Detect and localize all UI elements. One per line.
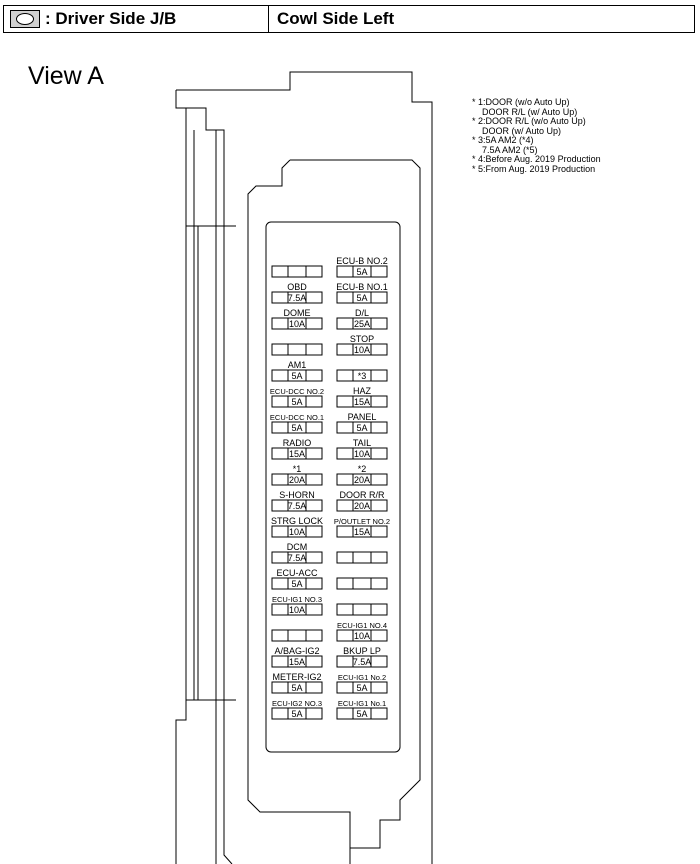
fuse-amperage-label: 20A xyxy=(353,475,371,485)
footnote-line: * 2:DOOR R/L (w/o Auto Up) xyxy=(472,116,586,126)
fuse-name-label: ECU-ACC xyxy=(276,568,318,578)
fuse-amperage-label: 7.5A xyxy=(287,501,307,511)
fuse-name-label: BKUP LP xyxy=(343,646,381,656)
fuse-name-label: ECU-B NO.1 xyxy=(336,282,388,292)
fuse-amperage-label: 5A xyxy=(356,293,368,303)
fuse-name-label: A/BAG-IG2 xyxy=(274,646,320,656)
fuse-slot xyxy=(272,464,322,485)
footnote-line: 7.5A AM2 (*5) xyxy=(472,144,538,155)
fuse-amperage-label: 10A xyxy=(288,605,306,615)
footnote-line: * 3:5A AM2 (*4) xyxy=(472,135,534,145)
fuse-amperage-label: 25A xyxy=(353,319,371,329)
fuse-name-label: METER-IG2 xyxy=(272,672,322,682)
fuse-name-label: D/L xyxy=(354,308,370,318)
fuse-slot xyxy=(272,266,322,277)
fuse-slot xyxy=(271,516,323,537)
fuse-name-label: PANEL xyxy=(347,412,377,422)
fuse-slot xyxy=(337,386,387,407)
fuse-slot xyxy=(272,438,322,459)
fuse-slot xyxy=(337,412,387,433)
fuse-slot xyxy=(337,578,387,589)
fuse-slot xyxy=(337,673,387,693)
fuse-slot xyxy=(337,308,387,329)
fuse-name-label: P/OUTLET NO.2 xyxy=(333,517,391,526)
fuse-amperage-label: 15A xyxy=(288,657,306,667)
fuse-amperage-label: 10A xyxy=(288,527,306,537)
location-title: Cowl Side Left xyxy=(277,9,395,28)
fuse-amperage-label: 15A xyxy=(353,527,371,537)
fuse-slot xyxy=(272,542,322,563)
housing-outline xyxy=(176,90,186,864)
fuse-slot xyxy=(272,490,322,511)
fuse-amperage-label: 5A xyxy=(356,709,368,719)
fuse-amperage-label: 15A xyxy=(353,397,371,407)
fuse-name-label: ECU-DCC NO.1 xyxy=(269,413,325,422)
fuse-name-label: TAIL xyxy=(352,438,372,448)
fuse-name-label: DCM xyxy=(286,542,308,552)
fuse-name-label: ECU-IG2 NO.3 xyxy=(271,699,323,708)
view-label: View A xyxy=(28,62,104,90)
fuse-amperage-label: 7.5A xyxy=(287,553,307,563)
fuse-name-label: STOP xyxy=(349,334,375,344)
fuse-slot xyxy=(337,552,387,563)
fuse-name-label: ECU-IG1 No.2 xyxy=(337,673,387,682)
fuse-slot xyxy=(270,387,324,407)
fuse-slot xyxy=(337,646,387,667)
fuse-amperage-label: 15A xyxy=(288,449,306,459)
fuse-name-label: *2 xyxy=(357,464,367,474)
fuse-name-label: *1 xyxy=(292,464,302,474)
housing-top-edge xyxy=(176,72,432,864)
fuse-slot xyxy=(272,308,322,329)
fuse-amperage-label: 20A xyxy=(353,501,371,511)
fuse-box xyxy=(337,552,387,563)
fuse-slot xyxy=(272,699,322,719)
fuse-amperage-label: 5A xyxy=(356,683,368,693)
fuse-slot xyxy=(337,490,387,511)
fuse-box xyxy=(272,344,322,355)
junction-block-title: : Driver Side J/B xyxy=(45,9,177,28)
fuse-name-label: ECU-IG1 NO.3 xyxy=(271,595,323,604)
footnote-line: * 5:From Aug. 2019 Production xyxy=(472,163,596,174)
fuse-box xyxy=(337,578,387,589)
fuse-name-label: S-HORN xyxy=(279,490,315,500)
fuse-slot xyxy=(272,630,322,641)
footnote-line: DOOR R/L (w/ Auto Up) xyxy=(472,106,578,117)
fuse-name-label: ECU-IG1 NO.4 xyxy=(336,621,388,630)
fuse-name-label: ECU-B NO.2 xyxy=(336,256,388,266)
fuse-name-label: ECU-IG1 No.1 xyxy=(337,699,387,708)
fuse-box xyxy=(272,630,322,641)
fuse-slot xyxy=(337,699,387,719)
fuse-slot xyxy=(336,256,388,277)
inner-frame xyxy=(186,108,216,864)
fuse-name-label: HAZ xyxy=(353,386,371,396)
fuse-slot xyxy=(272,672,322,693)
footnote-line: * 1:DOOR (w/o Auto Up) xyxy=(472,97,570,107)
fuse-amperage-label: 10A xyxy=(288,319,306,329)
fuse-name-label: DOME xyxy=(283,308,311,318)
fuse-slot xyxy=(272,360,322,381)
fuse-name-label: ECU-DCC NO.2 xyxy=(269,387,325,396)
fuse-amperage-label: 10A xyxy=(353,631,371,641)
fuse-name-label: RADIO xyxy=(282,438,312,448)
fuse-amperage-label: 5A xyxy=(291,579,303,589)
fuse-slot xyxy=(272,568,322,589)
fuse-amperage-label: 5A xyxy=(356,267,368,277)
footnote-line: DOOR (w/ Auto Up) xyxy=(472,125,562,136)
fuse-name-label: STRG LOCK xyxy=(270,516,324,526)
fuse-amperage-label: 10A xyxy=(353,449,371,459)
fuse-amperage-label: 5A xyxy=(356,423,368,433)
fuse-slot xyxy=(337,604,387,615)
fuse-amperage-label: 5A xyxy=(291,709,303,719)
fuse-box xyxy=(272,266,322,277)
fuse-slot xyxy=(337,621,387,641)
fuse-slot xyxy=(272,646,322,667)
fuse-slot xyxy=(272,344,322,355)
fuse-slot xyxy=(272,282,322,303)
fuse-amperage-label: 5A xyxy=(291,423,303,433)
fuse-slot xyxy=(272,595,322,615)
fuse-slot xyxy=(337,438,387,459)
fuse-amperage-label: 10A xyxy=(353,345,371,355)
fuse-slot xyxy=(270,413,324,433)
fuse-amperage-label: 5A xyxy=(291,397,303,407)
fuse-amperage-label: 5A xyxy=(291,683,303,693)
fuse-name-label: DOOR R/R xyxy=(339,490,385,500)
fuse-amperage-label: 7.5A xyxy=(287,293,307,303)
fuse-box xyxy=(337,604,387,615)
fuse-slot xyxy=(337,370,387,381)
footnote-line: * 4:Before Aug. 2019 Production xyxy=(472,154,601,164)
fuse-slot xyxy=(337,464,387,485)
fuse-name-label: AM1 xyxy=(287,360,307,370)
fuse-slot xyxy=(334,517,390,537)
fuse-amperage-label: 20A xyxy=(288,475,306,485)
fuse-amperage-label: 5A xyxy=(291,371,303,381)
fuse-amperage-label: 7.5A xyxy=(352,657,372,667)
fuse-slot xyxy=(336,282,388,303)
fuse-slot xyxy=(337,334,387,355)
fuse-amperage-label: *3 xyxy=(357,371,367,381)
fuse-name-label: OBD xyxy=(287,282,307,292)
